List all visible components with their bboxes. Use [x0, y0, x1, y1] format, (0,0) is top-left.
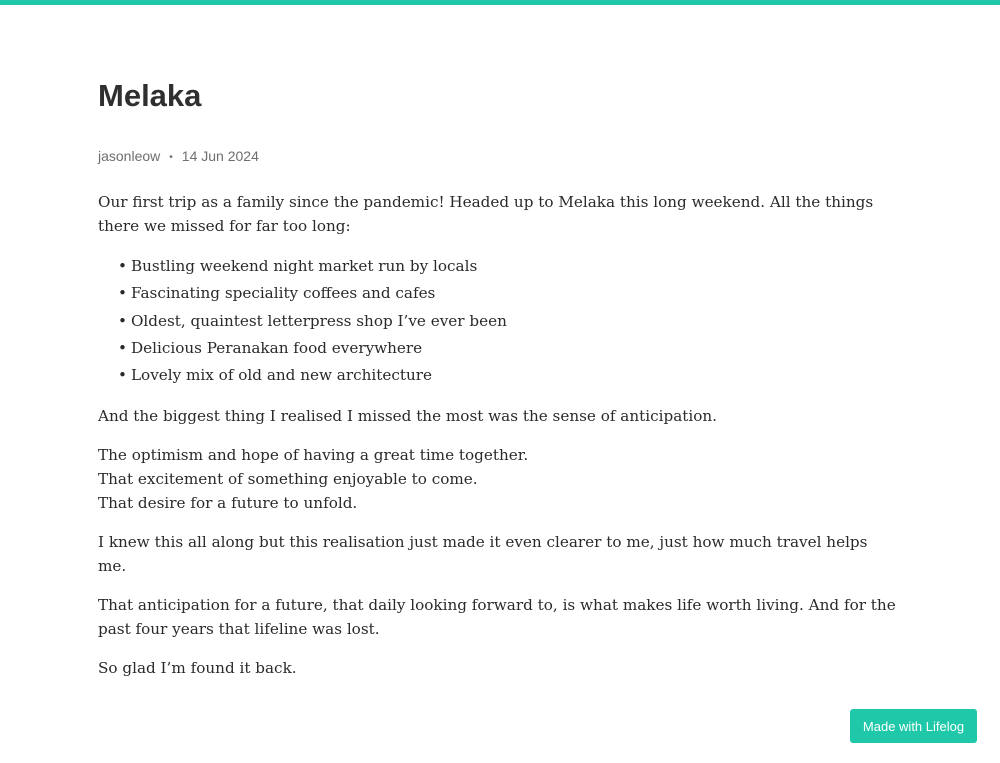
meta-separator: • — [169, 152, 173, 163]
made-with-lifelog-button[interactable]: Made with Lifelog — [850, 709, 977, 743]
list-item: • Bustling weekend night market run by locals — [118, 257, 478, 275]
post-meta — [98, 147, 259, 168]
missed-things-list — [98, 253, 898, 389]
paragraph-line: The optimism and hope of having a great time together. — [98, 446, 529, 465]
post-paragraph-2: And the biggest thing I realised I missed the most was the sense of anticipation. — [98, 407, 717, 426]
post-paragraph-6: So glad I’m found it back. — [98, 659, 297, 678]
post-paragraph-5: That anticipation for a future, that daily looking forward to, is what makes life worth living. And for the past four years that lifeline was lost. — [98, 596, 896, 639]
list-item: • Oldest, quaintest letterpress shop I’ve ever been — [118, 311, 507, 330]
accent-top-bar — [0, 0, 1000, 5]
post-title: Melaka — [98, 78, 202, 113]
paragraph-line: That excitement of something enjoyable to come. — [98, 470, 478, 489]
paragraph-line: That desire for a future to unfold. — [98, 494, 358, 513]
list-item: • Fascinating speciality coffees and cafes — [118, 284, 436, 303]
post-paragraph-3 — [98, 443, 898, 515]
list-item: • Lovely mix of old and new architecture — [118, 366, 432, 385]
list-item: • Delicious Peranakan food everywhere — [118, 338, 423, 357]
post-paragraph-4: I knew this all along but this realisation just made it even clearer to me, just how much travel helps me. — [98, 533, 868, 576]
post-author[interactable]: jasonleow — [98, 148, 161, 164]
post-date: 14 Jun 2024 — [181, 148, 259, 164]
post-body — [98, 190, 898, 695]
post-paragraph-intro: Our first trip as a family since the pandemic! Headed up to Melaka this long weekend. All the things there we missed for far too long: — [98, 193, 874, 235]
